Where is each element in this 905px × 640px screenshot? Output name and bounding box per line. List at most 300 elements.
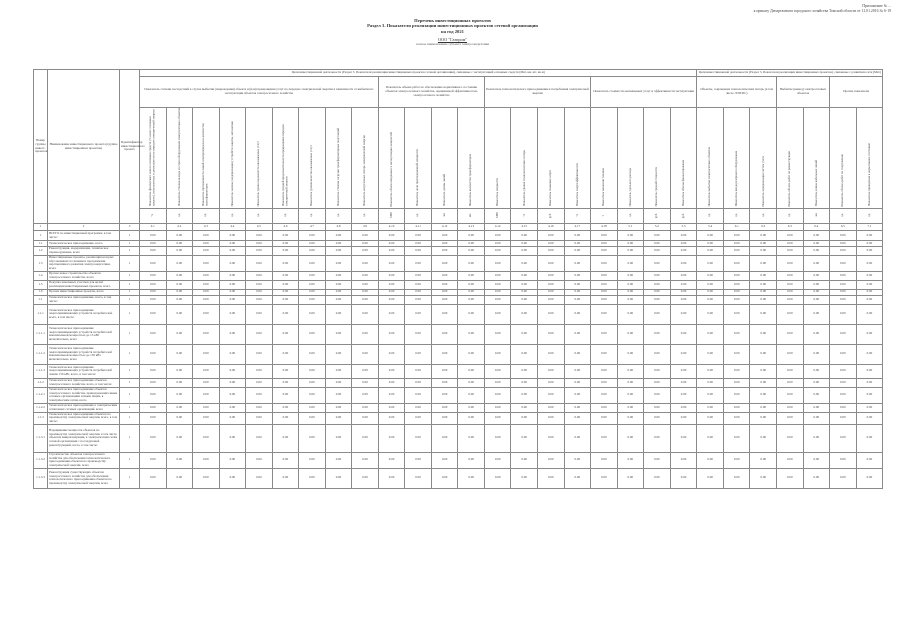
table-row: [34, 424, 883, 452]
row-name: Прочее новое строительство объектов электросетевого хозяйства, всего: [48, 271, 120, 280]
row-value: 0.00: [856, 231, 883, 241]
header-project-name: Наименование инвестиционного проекта (группы инвестиционных проектов): [48, 70, 120, 224]
row-value: 0.00: [405, 424, 432, 452]
row-value: 0.00: [458, 295, 485, 304]
row-value: 0.00: [750, 271, 777, 280]
row-value: 0.00: [193, 295, 220, 304]
row-value: 0.00: [193, 256, 220, 272]
row-value: 0.00: [140, 295, 167, 304]
unit-text: руб.: [680, 212, 685, 218]
row-value: 0.00: [378, 424, 405, 452]
column-header: [591, 108, 618, 209]
column-number: 4.10: [378, 224, 405, 231]
row-value: 0.00: [458, 344, 485, 364]
row-value: 0.00: [537, 256, 564, 272]
row-value: 0.00: [511, 247, 538, 256]
row-value: 0.00: [670, 289, 697, 295]
row-value: 0.00: [378, 403, 405, 412]
row-value: 0.00: [299, 468, 326, 488]
row-value: 0.00: [378, 412, 405, 424]
unit-text: ед.: [866, 213, 871, 217]
row-value: 0.00: [166, 304, 193, 324]
row-value: 0.00: [484, 403, 511, 412]
row-value: 0.00: [378, 247, 405, 256]
row-value: 0.00: [803, 256, 830, 272]
row-value: 0.00: [272, 468, 299, 488]
row-value: 0.00: [405, 387, 432, 403]
row-value: 0.00: [299, 271, 326, 280]
column-number: 4.4: [219, 224, 246, 231]
row-value: 0.00: [670, 468, 697, 488]
column-number: 4.15: [511, 224, 538, 231]
unit-cell: [405, 209, 432, 224]
row-value: 0.00: [856, 289, 883, 295]
column-header-text: Показатель ввода резервного оборудования: [733, 150, 738, 207]
row-value: 0.00: [378, 295, 405, 304]
row-value: 0.00: [193, 289, 220, 295]
row-value: 0.00: [140, 364, 167, 378]
column-header-text: Показатель длины линий: [441, 174, 446, 207]
row-value: 0.00: [193, 324, 220, 344]
row-value: 0.00: [246, 324, 273, 344]
table-row: [34, 387, 883, 403]
row-value: 0.00: [378, 324, 405, 344]
row-value: 0.00: [246, 387, 273, 403]
row-value: 0.00: [246, 378, 273, 387]
row-value: 0.00: [591, 271, 618, 280]
row-number: 1.1.1: [34, 304, 48, 324]
row-value: 0.00: [803, 452, 830, 468]
row-value: 0.00: [644, 295, 671, 304]
row-value: 0.00: [166, 364, 193, 378]
row-value: 0.00: [776, 256, 803, 272]
row-value: 0.00: [219, 378, 246, 387]
row-value: 0.00: [272, 344, 299, 364]
table-row: [34, 271, 883, 280]
row-value: 0.00: [246, 280, 273, 289]
column-number: 5.3: [670, 224, 697, 231]
row-value: 0.00: [219, 387, 246, 403]
row-value: 0.00: [564, 387, 591, 403]
row-value: 0.00: [803, 295, 830, 304]
row-value: 0.00: [193, 241, 220, 247]
unit-text: ед.: [760, 213, 765, 217]
unit-text: т: [601, 214, 606, 217]
row-value: 0.00: [617, 231, 644, 241]
row-value: 0.00: [405, 452, 432, 468]
row-value: 0.00: [484, 412, 511, 424]
row-value: 0.00: [723, 271, 750, 280]
row-value: 0.00: [723, 424, 750, 452]
row-value: 0.00: [856, 387, 883, 403]
row-value: 0.00: [723, 387, 750, 403]
column-number: 5.2: [644, 224, 671, 231]
row-name: Технологическое присоединение, всего: [48, 241, 120, 247]
row-value: 0.00: [378, 231, 405, 241]
report-sheet: [33, 69, 882, 489]
row-value: 0.00: [484, 280, 511, 289]
row-value: 0.00: [723, 378, 750, 387]
row-value: 0.00: [378, 452, 405, 468]
row-value: 0.00: [750, 387, 777, 403]
row-value: 0.00: [617, 247, 644, 256]
row-value: 0.00: [378, 271, 405, 280]
row-value: 0.00: [617, 387, 644, 403]
row-value: 0.00: [246, 241, 273, 247]
column-header-text: Показатель уровня надежности оказываемых услуг: [256, 140, 261, 207]
row-value: 0.00: [166, 231, 193, 241]
column-header: [856, 108, 883, 209]
row-value: 0.00: [697, 364, 724, 378]
row-value: 0.00: [405, 280, 432, 289]
column-header: [246, 108, 273, 209]
row-value: 0.00: [219, 412, 246, 424]
row-value: 0.00: [219, 424, 246, 452]
table-row: [34, 452, 883, 468]
unit-text: ед.: [415, 213, 420, 217]
row-code: 1: [120, 468, 140, 488]
row-value: 0.00: [246, 364, 273, 378]
row-value: 0.00: [325, 452, 352, 468]
row-value: 0.00: [776, 387, 803, 403]
row-value: 0.00: [140, 452, 167, 468]
column-header-text: Показатель объема введенных в эксплуатацию мощностей: [388, 131, 393, 207]
column-header-text: Показатель мощности: [494, 178, 499, 207]
row-value: 0.00: [166, 412, 193, 424]
row-value: 0.00: [431, 231, 458, 241]
unit-cell: [537, 209, 564, 224]
unit-text: ед.: [203, 213, 208, 217]
row-value: 0.00: [617, 344, 644, 364]
row-code: 1: [120, 387, 140, 403]
unit-cell: [617, 209, 644, 224]
document-title: Перечень инвестиционных проектов: [414, 18, 491, 23]
row-value: 0.00: [299, 247, 326, 256]
row-value: 0.00: [378, 387, 405, 403]
row-value: 0.00: [644, 468, 671, 488]
row-value: 0.00: [219, 295, 246, 304]
row-value: 0.00: [723, 280, 750, 289]
row-value: 0.00: [246, 295, 273, 304]
row-value: 0.00: [140, 403, 167, 412]
row-value: 0.00: [591, 304, 618, 324]
table-row: [34, 412, 883, 424]
row-value: 0.00: [776, 295, 803, 304]
row-value: 0.00: [484, 256, 511, 272]
row-value: 0.00: [166, 280, 193, 289]
row-value: 0.00: [537, 364, 564, 378]
row-value: 0.00: [776, 378, 803, 387]
row-value: 0.00: [697, 412, 724, 424]
column-header-text: Показатель средней продолжительности прекращения передачи электрической энергии: [281, 124, 289, 207]
row-value: 0.00: [776, 324, 803, 344]
row-value: 0.00: [458, 247, 485, 256]
row-name: Технологическое присоединение энергопринимающих устройств потребителей максимальной мощностью до 15 кВт включительно, всего: [48, 324, 120, 344]
row-value: 0.00: [830, 231, 857, 241]
row-value: 0.00: [431, 324, 458, 344]
row-number: 1.1: [34, 241, 48, 247]
row-value: 0.00: [617, 452, 644, 468]
row-code: 1: [120, 412, 140, 424]
column-header-text: Показатель длины кабельных линий: [813, 159, 818, 207]
row-value: 0.00: [352, 241, 379, 247]
table-row: [34, 247, 883, 256]
row-code: 1: [120, 403, 140, 412]
row-value: 0.00: [193, 231, 220, 241]
row-value: 0.00: [537, 387, 564, 403]
row-value: 0.00: [511, 468, 538, 488]
row-value: 0.00: [246, 304, 273, 324]
row-value: 0.00: [776, 424, 803, 452]
row-value: 0.00: [272, 280, 299, 289]
unit-cell: [803, 209, 830, 224]
row-value: 0.00: [511, 324, 538, 344]
row-value: 0.00: [246, 247, 273, 256]
row-code: 1: [120, 378, 140, 387]
row-value: 0.00: [140, 289, 167, 295]
row-value: 0.00: [697, 271, 724, 280]
row-value: 0.00: [856, 247, 883, 256]
row-value: 0.00: [352, 387, 379, 403]
row-value: 0.00: [803, 231, 830, 241]
row-value: 0.00: [219, 280, 246, 289]
row-value: 0.00: [697, 424, 724, 452]
row-value: 0.00: [856, 295, 883, 304]
row-value: 0.00: [830, 378, 857, 387]
row-value: 0.00: [219, 364, 246, 378]
row-value: 0.00: [670, 295, 697, 304]
row-value: 0.00: [564, 289, 591, 295]
unit-text: ед.: [309, 213, 314, 217]
row-name: ВСЕГО по инвестиционной программе, в том числе:: [48, 231, 120, 241]
row-value: 0.00: [405, 271, 432, 280]
row-value: 0.00: [405, 289, 432, 295]
column-number: 4.3: [193, 224, 220, 231]
unit-text: %: [150, 213, 155, 217]
row-value: 0.00: [644, 247, 671, 256]
row-value: 0.00: [219, 247, 246, 256]
column-number: 6.3: [776, 224, 803, 231]
column-number: 1: [34, 224, 48, 231]
row-value: 0.00: [564, 403, 591, 412]
unit-text: ед.: [335, 213, 340, 217]
row-value: 0.00: [723, 403, 750, 412]
row-value: 0.00: [537, 295, 564, 304]
row-value: 0.00: [670, 364, 697, 378]
row-code: 1: [120, 424, 140, 452]
row-value: 0.00: [644, 344, 671, 364]
row-value: 0.00: [591, 289, 618, 295]
unit-text: руб.: [654, 212, 659, 218]
row-value: 0.00: [776, 468, 803, 488]
row-value: 0.00: [803, 364, 830, 378]
row-value: 0.00: [750, 289, 777, 295]
row-value: 0.00: [564, 378, 591, 387]
row-value: 0.00: [484, 324, 511, 344]
row-number: 1.2: [34, 247, 48, 256]
unit-text: ед.: [362, 213, 367, 217]
row-value: 0.00: [830, 387, 857, 403]
row-name: Технологическое присоединение энергопринимающих устройств потребителей максимальной мощностью до 150 кВт включительно, всего: [48, 344, 120, 364]
column-header: [166, 108, 193, 209]
row-name: Технологическое присоединение к электрическим сетям иных сетевых организаций, всего: [48, 403, 120, 412]
row-value: 0.00: [830, 271, 857, 280]
column-header: [299, 108, 326, 209]
row-value: 0.00: [750, 468, 777, 488]
row-value: 0.00: [484, 304, 511, 324]
row-value: 0.00: [166, 403, 193, 412]
row-number: 1: [34, 231, 48, 241]
column-number: 4.16: [537, 224, 564, 231]
row-value: 0.00: [325, 280, 352, 289]
column-number: 2: [48, 224, 120, 231]
row-value: 0.00: [325, 256, 352, 272]
row-value: 0.00: [803, 271, 830, 280]
row-value: 0.00: [644, 364, 671, 378]
row-value: 0.00: [352, 271, 379, 280]
table-row: [34, 344, 883, 364]
row-value: 0.00: [272, 324, 299, 344]
approval-line-2: к приказу Департамента городского хозяйства Томской области от 11.01.2016 № 6-19: [753, 8, 891, 13]
row-value: 0.00: [537, 452, 564, 468]
row-value: 0.00: [856, 364, 883, 378]
column-header: [750, 108, 777, 209]
row-name: Прочие инвестиционные проекты, всего: [48, 289, 120, 295]
row-value: 0.00: [776, 241, 803, 247]
row-value: 0.00: [830, 256, 857, 272]
row-name: Технологическое присоединение объектов электросетевого хозяйства, принадлежащих иным сетевым организациям и иным лицам, к электрическим сетям, всего: [48, 387, 120, 403]
row-value: 0.00: [750, 231, 777, 241]
row-value: 0.00: [776, 344, 803, 364]
row-value: 0.00: [564, 280, 591, 289]
organization-name: ООО "Газпром": [437, 37, 468, 43]
row-value: 0.00: [697, 241, 724, 247]
column-number: 7.1: [856, 224, 883, 231]
row-value: 0.00: [405, 412, 432, 424]
row-value: 0.00: [272, 387, 299, 403]
row-value: 0.00: [697, 387, 724, 403]
subgroup-header: Показатель степени последствий в случае выбытия (повреждения) объекта и (или) прекращения услуг по передаче электрической энергии в зависимости от выбытия из эксплуатации объектов электросетевого хозяйства: [140, 77, 379, 108]
row-value: 0.00: [352, 324, 379, 344]
row-value: 0.00: [325, 247, 352, 256]
row-value: 0.00: [750, 247, 777, 256]
row-value: 0.00: [670, 452, 697, 468]
row-value: 0.00: [299, 387, 326, 403]
column-header: [644, 108, 671, 209]
table-row: [34, 378, 883, 387]
row-value: 0.00: [484, 295, 511, 304]
row-value: 0.00: [803, 289, 830, 295]
row-value: 0.00: [511, 256, 538, 272]
row-value: 0.00: [776, 403, 803, 412]
table-row: [34, 304, 883, 324]
row-value: 0.00: [219, 256, 246, 272]
group-header-development: Цели инвестиционной деятельности (Раздел 3. Показатели реализации инвестиционных проектов), связанные с развитием сети (Мвт): [697, 70, 883, 77]
row-value: 0.00: [617, 289, 644, 295]
column-header-text: Показатель нагрузочных потерь электрической энергии: [362, 135, 367, 207]
unit-text: ед.: [627, 213, 632, 217]
row-value: 0.00: [431, 424, 458, 452]
row-value: 0.00: [776, 247, 803, 256]
row-value: 0.00: [644, 256, 671, 272]
row-value: 0.00: [723, 468, 750, 488]
period-title: на год 2021: [441, 28, 464, 34]
row-value: 0.00: [564, 364, 591, 378]
unit-cell: [750, 209, 777, 224]
row-name: Инвестиционные проекты, реализация которых обуславливается схемами и программами перспективного развития электроэнергетики, всего: [48, 256, 120, 272]
row-value: 0.00: [299, 280, 326, 289]
row-value: 0.00: [591, 364, 618, 378]
row-value: 0.00: [299, 295, 326, 304]
row-value: 0.00: [219, 468, 246, 488]
row-value: 0.00: [246, 289, 273, 295]
row-value: 0.00: [193, 271, 220, 280]
table-row: [34, 364, 883, 378]
row-value: 0.00: [750, 324, 777, 344]
row-value: 0.00: [140, 304, 167, 324]
row-value: 0.00: [537, 241, 564, 247]
row-value: 0.00: [272, 231, 299, 241]
row-value: 0.00: [246, 256, 273, 272]
row-value: 0.00: [166, 452, 193, 468]
row-value: 0.00: [697, 452, 724, 468]
column-number: 6.5: [830, 224, 857, 231]
row-value: 0.00: [537, 324, 564, 344]
row-value: 0.00: [325, 387, 352, 403]
row-value: 0.00: [564, 241, 591, 247]
column-header-text: Показатель модернизации систем учета: [760, 155, 765, 207]
unit-text: МВт: [494, 212, 499, 219]
row-value: 0.00: [458, 231, 485, 241]
row-value: 0.00: [166, 324, 193, 344]
row-value: 0.00: [272, 295, 299, 304]
row-value: 0.00: [219, 324, 246, 344]
document-header: [0, 18, 905, 46]
unit-cell: [644, 209, 671, 224]
row-value: 0.00: [830, 468, 857, 488]
row-value: 0.00: [378, 289, 405, 295]
row-value: 0.00: [537, 378, 564, 387]
row-value: 0.00: [697, 256, 724, 272]
row-value: 0.00: [458, 452, 485, 468]
unit-cell: [299, 209, 326, 224]
row-number: 1.1.2.2: [34, 403, 48, 412]
row-value: 0.00: [140, 256, 167, 272]
column-number: 4.11: [405, 224, 432, 231]
row-value: 0.00: [431, 468, 458, 488]
column-number: 4.5: [246, 224, 273, 231]
row-value: 0.00: [617, 424, 644, 452]
row-value: 0.00: [458, 412, 485, 424]
column-header-text: Показатель удельного расхода: [627, 167, 632, 207]
row-value: 0.00: [776, 364, 803, 378]
row-value: 0.00: [564, 271, 591, 280]
row-value: 0.00: [193, 364, 220, 378]
row-value: 0.00: [246, 271, 273, 280]
row-value: 0.00: [352, 231, 379, 241]
row-value: 0.00: [776, 412, 803, 424]
row-value: 0.00: [511, 387, 538, 403]
row-value: 0.00: [193, 378, 220, 387]
row-value: 0.00: [856, 378, 883, 387]
column-header: [723, 108, 750, 209]
row-name: Строительство объектов электросетевого хозяйства для обеспечения технологического присоединения объектов по производству электрической энергии, всего: [48, 452, 120, 468]
row-code: 1: [120, 304, 140, 324]
row-value: 0.00: [511, 403, 538, 412]
row-value: 0.00: [299, 304, 326, 324]
row-value: 0.00: [537, 271, 564, 280]
row-value: 0.00: [272, 289, 299, 295]
